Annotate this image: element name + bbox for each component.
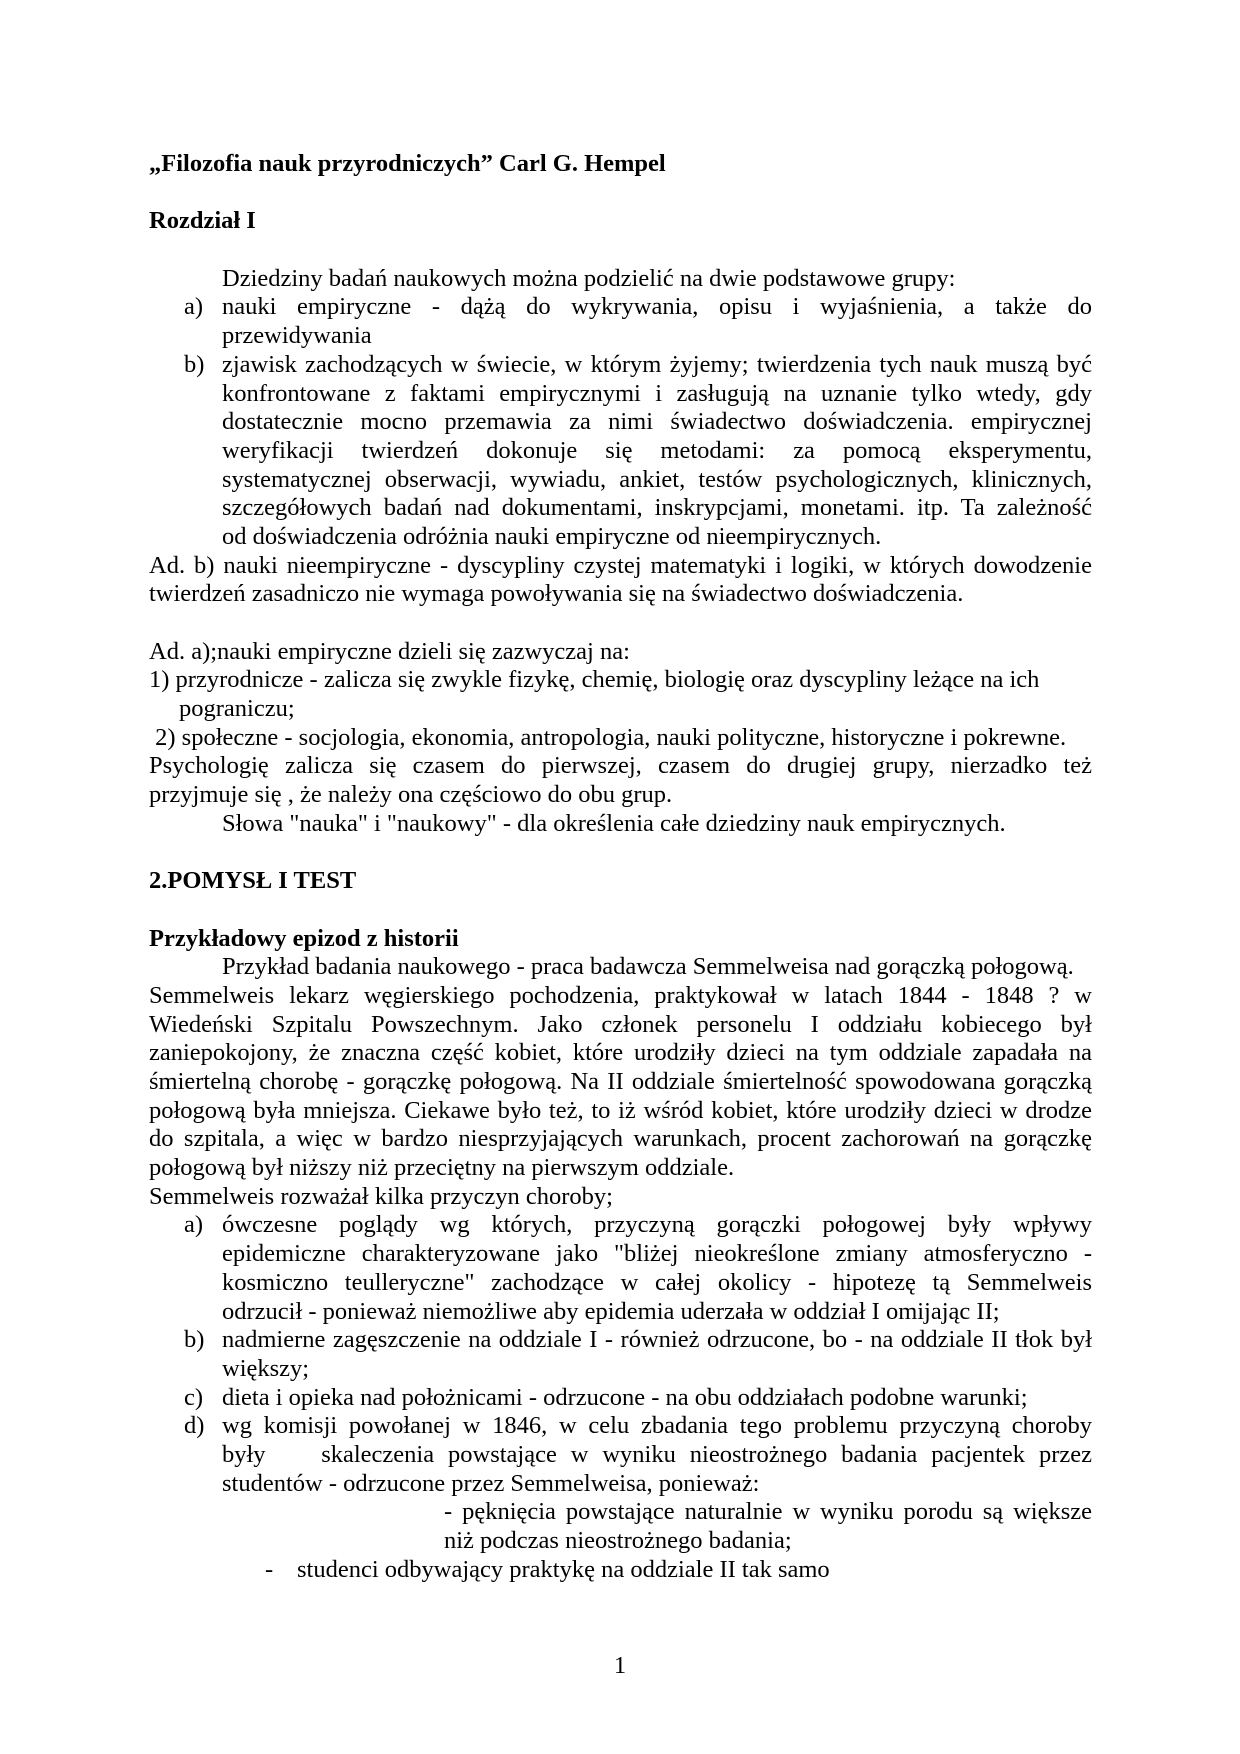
list-line: konfrontowane z faktami empirycznymi i zasługują na uznanie tylko wtedy, gdy (222, 379, 1092, 407)
paragraph-line: Ad. b) nauki nieempiryczne - dyscypliny czystej matematyki i logiki, w których dowodzenie (149, 551, 1092, 579)
paragraph-line: pograniczu; (179, 695, 295, 723)
list-item (149, 1326, 1092, 1355)
list-item (149, 351, 1092, 380)
list-item (149, 293, 1092, 322)
dash-bullet: - (265, 1555, 274, 1583)
paragraph-line: Słowa "nauka" i "naukowy" - dla określenia całe dziedziny nauk empirycznych. (222, 809, 1006, 837)
document-page (149, 150, 1092, 1584)
list-label: c) (184, 1383, 204, 1411)
list-line: dostatecznie mocno przemawia za nimi świadectwo doświadczenia. empirycznej (222, 408, 1092, 436)
subsection-heading: Przykładowy epizod z historii (149, 924, 459, 952)
chapter-heading: Rozdział I (149, 207, 256, 235)
paragraph-line: połogową był niższy niż przeciętny na pierwszym oddziale. (149, 1154, 735, 1182)
list-item (149, 1384, 1092, 1413)
paragraph-line: Semmelweis lekarz węgierskiego pochodzenia, praktykował w latach 1844 - 1848 ? w (149, 981, 1092, 1009)
list-text: nauki empiryczne - dążą do wykrywania, opisu i wyjaśnienia, a także do (222, 293, 1092, 321)
dash-list-item (149, 1556, 1092, 1585)
paragraph-line: do szpitala, a więc w bardzo niesprzyjających warunkach, procent zachorowań na gorączkę (149, 1125, 1092, 1153)
list-line: odrzucił - ponieważ niemożliwe aby epidemia uderzała w oddział I omijając II; (222, 1297, 1000, 1325)
paragraph-line: przyjmuje się , że należy ona częściowo do obu grup. (149, 781, 673, 809)
list-line: szczegółowych badań nad dokumentami, inskrypcjami, monetami. itp. Ta zależność (222, 494, 1092, 522)
list-label: a) (184, 293, 204, 321)
list-line: epidemiczne charakteryzowane jako "bliżej nieokreślone zmiany atmosferyczno - (222, 1240, 1092, 1268)
paragraph-line: Przykład badania naukowego - praca badawcza Semmelweisa nad gorączką połogową. (222, 953, 1074, 981)
list-line: studentów - odrzucone przez Semmelweisa, ponieważ: (222, 1469, 760, 1497)
paragraph-line: Semmelweis rozważał kilka przyczyn choroby; (149, 1182, 613, 1210)
list-text: nadmierne zagęszczenie na oddziale I - również odrzucone, bo - na oddziale II tłok był (222, 1326, 1092, 1354)
paragraph-line: zaniepokojony, że znaczna część kobiet, które urodziły dzieci na tym oddziale zapadała na (149, 1039, 1092, 1067)
list-line: większy; (222, 1354, 310, 1382)
paragraph-line: 2) społeczne - socjologia, ekonomia, antropologia, nauki polityczne, historyczne i pokrewne. (149, 723, 1067, 751)
list-label: d) (184, 1412, 205, 1440)
paragraph-line: Wiedeński Szpitalu Powszechnym. Jako członek personelu I oddziału kobiecego był (149, 1010, 1092, 1038)
paragraph-line: Dziedziny badań naukowych można podzielić na dwie podstawowe grupy: (222, 264, 956, 292)
paragraph-line: Ad. a);nauki empiryczne dzieli się zazwyczaj na: (149, 637, 630, 665)
paragraph-line: 1) przyrodnicze - zalicza się zwykle fizykę, chemię, biologię oraz dyscypliny leżące na ich (149, 666, 1040, 694)
list-line: systematycznej obserwacji, wywiadu, ankiet, testów psychologicznych, klinicznych, (222, 465, 1092, 493)
paragraph-line: śmiertelną chorobę - gorączkę połogową. Na II oddziale śmiertelność spowodowana gorączką (149, 1068, 1092, 1095)
paragraph-line: twierdzeń zasadniczo nie wymaga powoływania się na świadectwo doświadczenia. (149, 580, 964, 608)
list-item (149, 1211, 1092, 1240)
list-line: od doświadczenia odróżnia nauki empiryczne od nieempirycznych. (222, 522, 882, 550)
list-text: studenci odbywający praktykę na oddziale II tak samo (297, 1555, 830, 1583)
list-text: ówczesne poglądy wg których, przyczyną gorączki połogowej były wpływy (222, 1211, 1092, 1239)
list-label: b) (184, 350, 205, 378)
list-line: przewidywania (222, 322, 372, 350)
list-text: zjawisk zachodzących w świecie, w którym żyjemy; twierdzenia tych nauk muszą być (222, 350, 1092, 378)
section-heading: 2.POMYSŁ I TEST (149, 867, 357, 895)
document-title: „Filozofia nauk przyrodniczych” Carl G. Hempel (149, 150, 666, 177)
paragraph-line: połogową była mniejsza. Ciekawe było też, to iż wśród kobiet, które urodziły dzieci w drodze (149, 1096, 1092, 1124)
list-label: b) (184, 1326, 205, 1354)
list-line: kosmiczno teulleryczne" zachodzące w całej okolicy - hipotezę tą Semmelweis (222, 1268, 1092, 1296)
reason-line: niż podczas nieostrożnego badania; (444, 1527, 792, 1554)
list-text: dieta i opieka nad położnicami - odrzucone - na obu oddziałach podobne warunki; (222, 1383, 1028, 1411)
page-number: 1 (613, 1652, 627, 1679)
reason-line: - pęknięcia powstające naturalnie w wyniku porodu są większe (444, 1498, 1092, 1526)
list-label: a) (184, 1211, 204, 1239)
list-text: wg komisji powołanej w 1846, w celu zbadania tego problemu przyczyną choroby (222, 1412, 1092, 1440)
list-line: były skaleczenia powstające w wyniku nieostrożnego badania pacjentek przez (222, 1440, 1092, 1468)
paragraph-line: Psychologię zalicza się czasem do pierwszej, czasem do drugiej grupy, nierzadko też (149, 752, 1092, 780)
list-item (149, 1412, 1092, 1441)
list-line: weryfikacji twierdzeń dokonuje się metodami: za pomocą eksperymentu, (222, 436, 1092, 464)
